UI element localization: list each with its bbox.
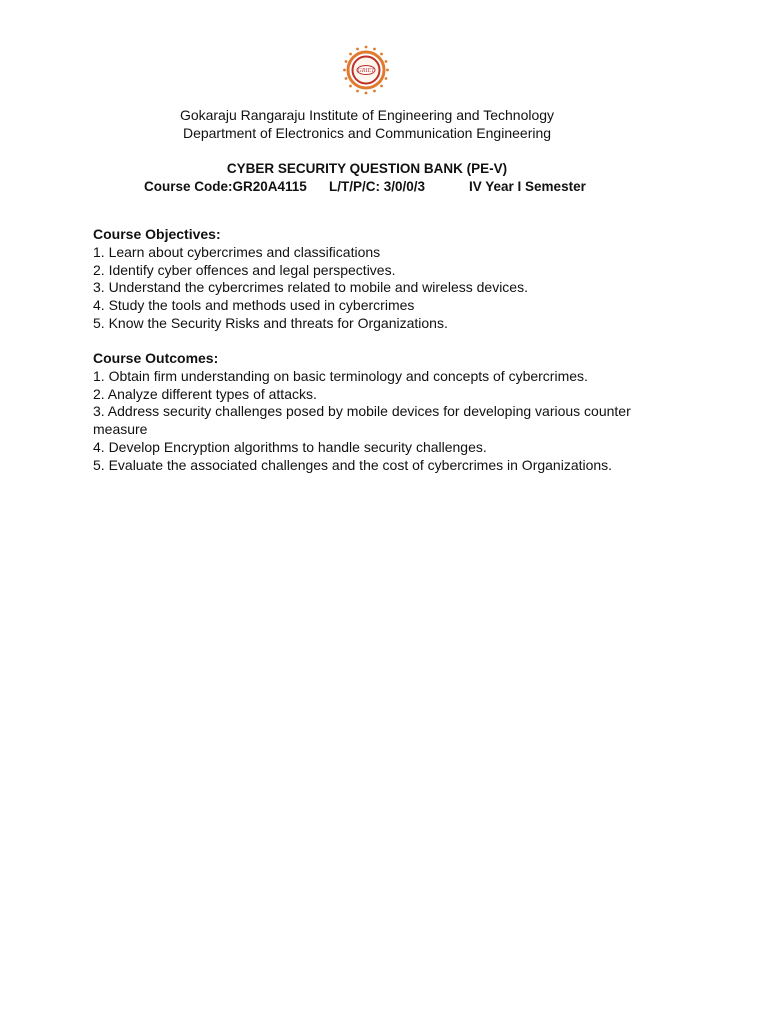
- list-item: 3. Address security challenges posed by mobile devices for developing various counter measure: [93, 403, 631, 438]
- list-item: 4. Develop Encryption algorithms to handle security challenges.: [93, 438, 487, 455]
- department-name: Department of Electronics and Communication Engineering: [182, 125, 552, 141]
- course-objectives-section: [93, 226, 673, 333]
- institute-name: Gokaraju Rangaraju Institute of Engineering and Technology: [179, 107, 555, 123]
- document-title: CYBER SECURITY QUESTION BANK (PE-V): [226, 161, 508, 176]
- course-objectives-heading: Course Objectives:: [93, 226, 221, 242]
- course-ltpc: L/T/P/C: 3/0/0/3: [329, 179, 426, 194]
- list-item: 4. Study the tools and methods used in cybercrimes: [93, 297, 415, 314]
- course-outcomes-section: [93, 350, 673, 475]
- list-item: 5. Evaluate the associated challenges and the cost of cybercrimes in Organizations.: [93, 456, 613, 473]
- course-semester: IV Year I Semester: [469, 179, 586, 194]
- list-item: 2. Identify cyber offences and legal perspectives.: [93, 261, 396, 278]
- course-objectives-list: [93, 244, 673, 333]
- course-code: Course Code:GR20A4115: [144, 179, 307, 194]
- list-item: 3. Understand the cybercrimes related to mobile and wireless devices.: [93, 279, 528, 296]
- griet-logo: [338, 44, 394, 96]
- list-item: 2. Analyze different types of attacks.: [93, 385, 317, 402]
- course-outcomes-heading: Course Outcomes:: [93, 350, 219, 366]
- logo-text: GRIET: [357, 68, 375, 75]
- course-outcomes-list: [93, 368, 673, 475]
- griet-seal-icon: [338, 44, 394, 96]
- list-item: 1. Learn about cybercrimes and classifications: [93, 243, 381, 260]
- list-item: 1. Obtain firm understanding on basic terminology and concepts of cybercrimes.: [93, 367, 588, 384]
- list-item: 5. Know the Security Risks and threats for Organizations.: [93, 314, 448, 331]
